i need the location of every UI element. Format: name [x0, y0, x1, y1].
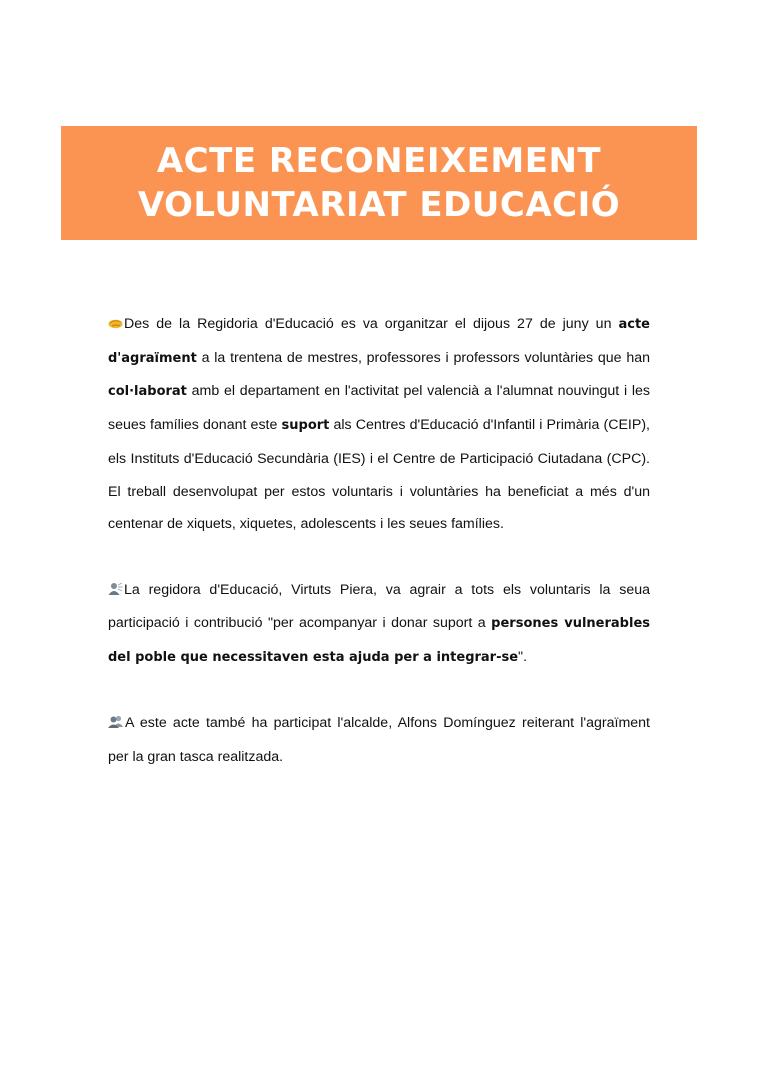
banner-title-line-1: ACTE RECONEIXEMENT [156, 141, 602, 181]
paragraph-intro-seg-3: col·laborat [108, 384, 187, 400]
paragraph-intro-seg-1: acte d'agraïment [108, 317, 650, 366]
paragraph-intro-seg-6: als Centres d'Educació d'Infantil i Primària (CEIP), els Instituts d'Educació Secundària (IES) i el Centre de Participació Ciutadana (CPC). El treball desenvolupat per estos voluntaris i voluntàries ha beneficiat a més d'un centenar de xiquets, xiquetes, adolescents i les seues famílies. [108, 417, 650, 533]
title-banner [61, 126, 697, 240]
article-body [108, 308, 650, 774]
paragraph-alcalde-seg-0: A este acte també ha participat l'alcalde, Alfons Domínguez reiterant l'agraïment per la gran tasca realitzada. [108, 715, 650, 766]
banner-title-line-2: VOLUNTARIAT EDUCACIÓ [137, 185, 621, 225]
paragraph-intro-seg-2: a la trentena de mestres, professores i professors voluntàries que han [196, 349, 650, 366]
paragraph-regidora [108, 574, 650, 675]
paragraph-intro-seg-0: Des de la Regidoria d'Educació es va organitzar el dijous 27 de juny un [124, 316, 619, 332]
paragraph-alcalde [108, 707, 650, 773]
paragraph-regidora-seg-1: persones vulnerables del poble que necessitaven esta ajuda per a integrar-se [108, 616, 650, 666]
paragraph-regidora-seg-2: ". [518, 649, 528, 666]
paragraph-intro-seg-4: amb el departament en l'activitat pel valencià a l'alumnat nouvingut i les seues famílies donant este [108, 383, 650, 434]
user-speaking-icon [108, 575, 123, 608]
paragraph-intro-seg-5: suport [281, 418, 330, 434]
handshake-icon [108, 309, 123, 342]
paragraph-intro [108, 308, 650, 541]
users-icon [108, 708, 124, 741]
paragraph-regidora-seg-0: La regidora d'Educació, Virtuts Piera, va agrair a tots els voluntaris la seua participació i contribució "per acompanyar i donar suport a [108, 581, 650, 632]
